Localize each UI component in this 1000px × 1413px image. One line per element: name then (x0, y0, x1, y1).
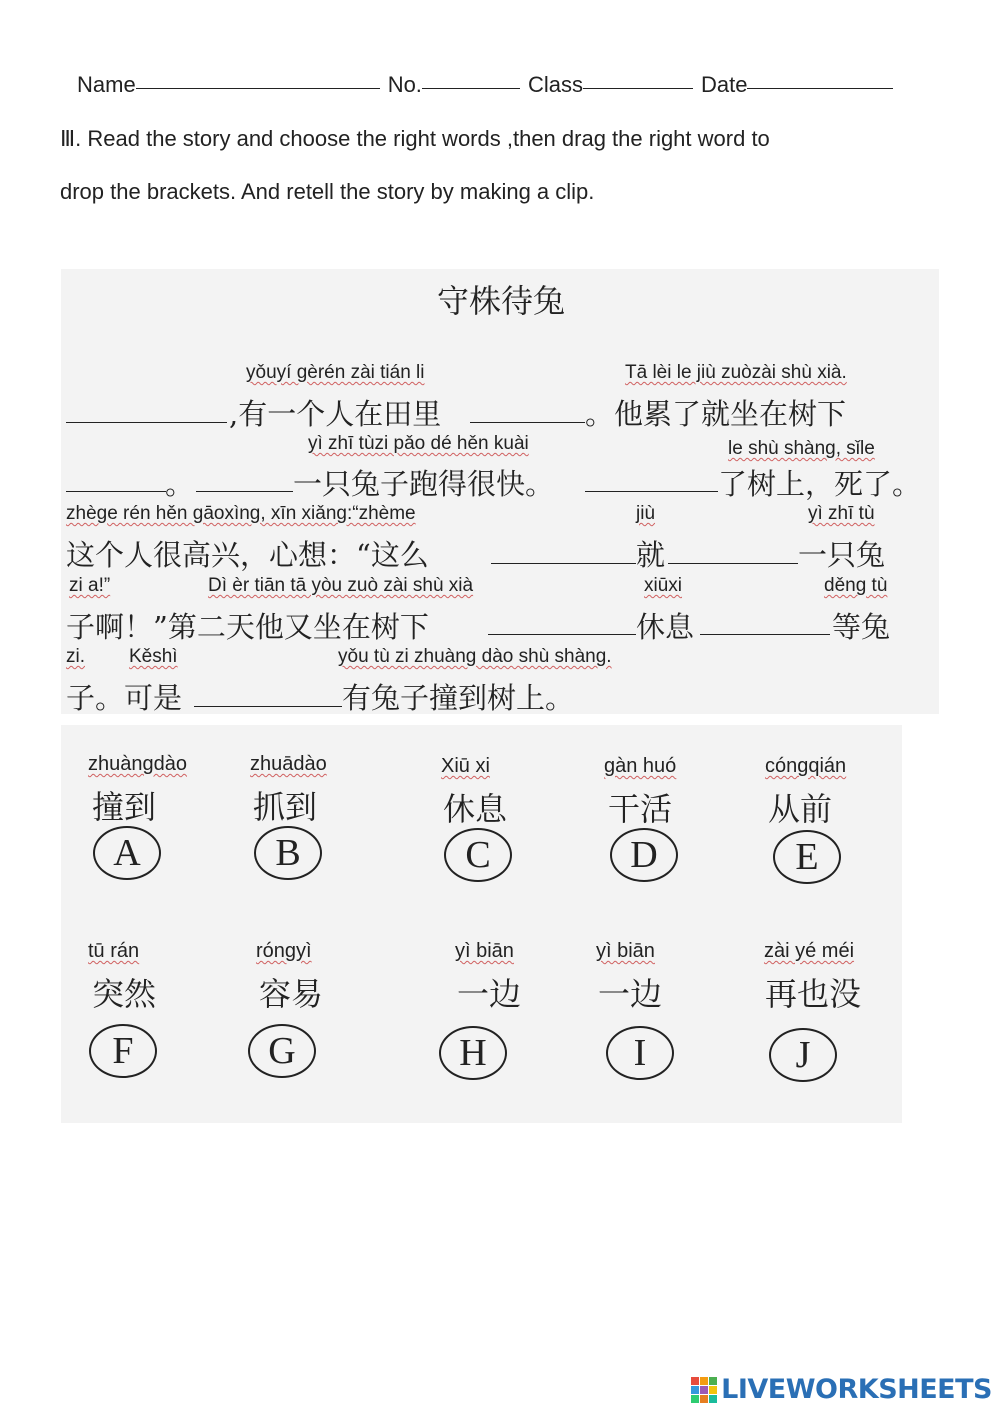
story-row5-text-a: 子。可是 (66, 681, 183, 715)
option-i-circle[interactable]: I (606, 1026, 674, 1080)
instruction-line-2: drop the brackets. And retell the story by making a clip. (60, 179, 595, 204)
drop-blank-1[interactable] (66, 422, 227, 423)
story-row5-text-b: 有兔子撞到树上。 (342, 681, 575, 715)
option-f-word[interactable]: 突然 (92, 975, 157, 1013)
story-row2-text-a: 。 (165, 467, 195, 501)
story-title: 守株待兔 (437, 282, 566, 320)
option-b-word[interactable]: 抓到 (253, 788, 318, 826)
story-row1-text-a: ,有一个人在田里 (229, 397, 442, 431)
option-h-word[interactable]: 一边 (457, 975, 522, 1013)
date-blank[interactable] (747, 87, 893, 89)
number-label: No. (387, 72, 422, 97)
option-a-pinyin: zhuàngdào (88, 753, 187, 775)
pinyin-row5-a: zi. (66, 646, 85, 667)
option-f-pinyin: tū rán (88, 940, 140, 962)
option-a-circle[interactable]: A (93, 826, 161, 880)
drop-blank-7[interactable] (668, 563, 798, 564)
name-blank[interactable] (136, 87, 380, 89)
option-d-pinyin: gàn huó (604, 755, 677, 777)
drop-blank-4[interactable] (196, 491, 293, 492)
pinyin-row2-b: le shù shàng, sǐle (728, 438, 875, 459)
pinyin-row4-b: Dì èr tiān tā yòu zuò zài shù xià (208, 575, 474, 596)
story-row3-text-b: 就 (636, 538, 666, 572)
option-j-word[interactable]: 再也没 (765, 975, 862, 1013)
drop-blank-9[interactable] (700, 634, 830, 635)
pinyin-row4-c: xiūxi (644, 575, 683, 596)
drop-blank-5[interactable] (585, 491, 718, 492)
drop-blank-10[interactable] (194, 706, 342, 707)
option-a-word[interactable]: 撞到 (92, 788, 157, 826)
option-h-circle[interactable]: H (439, 1026, 507, 1080)
pinyin-row3-a: zhège rén hěn gāoxìng, xīn xiǎng:“zhème (66, 503, 416, 524)
drop-blank-2[interactable] (470, 422, 585, 423)
option-g-word[interactable]: 容易 (259, 975, 324, 1013)
pinyin-row1-a: yǒuyí gèrén zài tián li (246, 362, 425, 383)
drop-blank-6[interactable] (491, 563, 636, 564)
pinyin-row4-a: zi a!” (69, 575, 111, 596)
class-blank[interactable] (583, 87, 693, 89)
option-g-pinyin: róngyì (256, 940, 312, 962)
option-h-pinyin: yì biān (455, 940, 514, 962)
drop-blank-3[interactable] (66, 491, 166, 492)
story-row1-text-b: 。他累了就坐在树下 (585, 397, 847, 431)
option-e-circle[interactable]: E (773, 830, 841, 884)
name-label: Name (77, 72, 136, 97)
logo-text: LIVEWORKSHEETS (721, 1374, 992, 1405)
option-e-pinyin: cóngqián (765, 755, 847, 777)
instruction-line-1: Ⅲ. Read the story and choose the right words ,then drag the right word to (60, 126, 770, 151)
option-e-word[interactable]: 从前 (768, 790, 833, 828)
drop-blank-8[interactable] (488, 634, 636, 635)
story-row3-text-a: 这个人很高兴，心想：“这么 (66, 538, 429, 572)
option-j-pinyin: zài yé méi (764, 940, 855, 962)
option-d-word[interactable]: 干活 (608, 790, 673, 828)
option-j-circle[interactable]: J (769, 1028, 837, 1082)
pinyin-row3-b: jiù (636, 503, 656, 524)
date-label: Date (700, 72, 748, 97)
option-g-circle[interactable]: G (248, 1024, 316, 1078)
option-f-circle[interactable]: F (89, 1024, 157, 1078)
option-b-pinyin: zhuādào (250, 753, 327, 775)
pinyin-row5-c: yǒu tù zi zhuàng dào shù shàng. (338, 646, 612, 667)
option-c-word[interactable]: 休息 (443, 790, 508, 828)
class-label: Class (527, 72, 583, 97)
logo-grid-icon (691, 1377, 717, 1403)
number-blank[interactable] (422, 87, 520, 89)
option-b-circle[interactable]: B (254, 826, 322, 880)
story-row2-text-b: 一只兔子跑得很快。 (293, 467, 555, 501)
liveworksheets-logo[interactable] (691, 1374, 992, 1405)
story-row4-text-a: 子啊！”第二天他又坐在树下 (66, 610, 429, 644)
pinyin-row4-d: děng tù (824, 575, 888, 596)
student-info-header (77, 72, 901, 98)
option-i-pinyin: yì biān (596, 940, 655, 962)
pinyin-row1-b: Tā lèi le jiù zuòzài shù xià. (625, 362, 847, 383)
option-c-circle[interactable]: C (444, 828, 512, 882)
pinyin-row3-c: yì zhī tù (808, 503, 875, 524)
story-row2-text-c: 了树上，死了。 (718, 467, 922, 501)
option-d-circle[interactable]: D (610, 828, 678, 882)
pinyin-row5-b: Kěshì (129, 646, 178, 667)
option-i-word[interactable]: 一边 (598, 975, 663, 1013)
story-row4-text-c: 等兔 (832, 610, 891, 644)
story-row4-text-b: 休息 (636, 610, 695, 644)
story-row3-text-c: 一只兔 (798, 538, 886, 572)
option-c-pinyin: Xiū xi (441, 755, 490, 777)
pinyin-row2-a: yì zhī tùzi pǎo dé hěn kuài (308, 433, 529, 454)
